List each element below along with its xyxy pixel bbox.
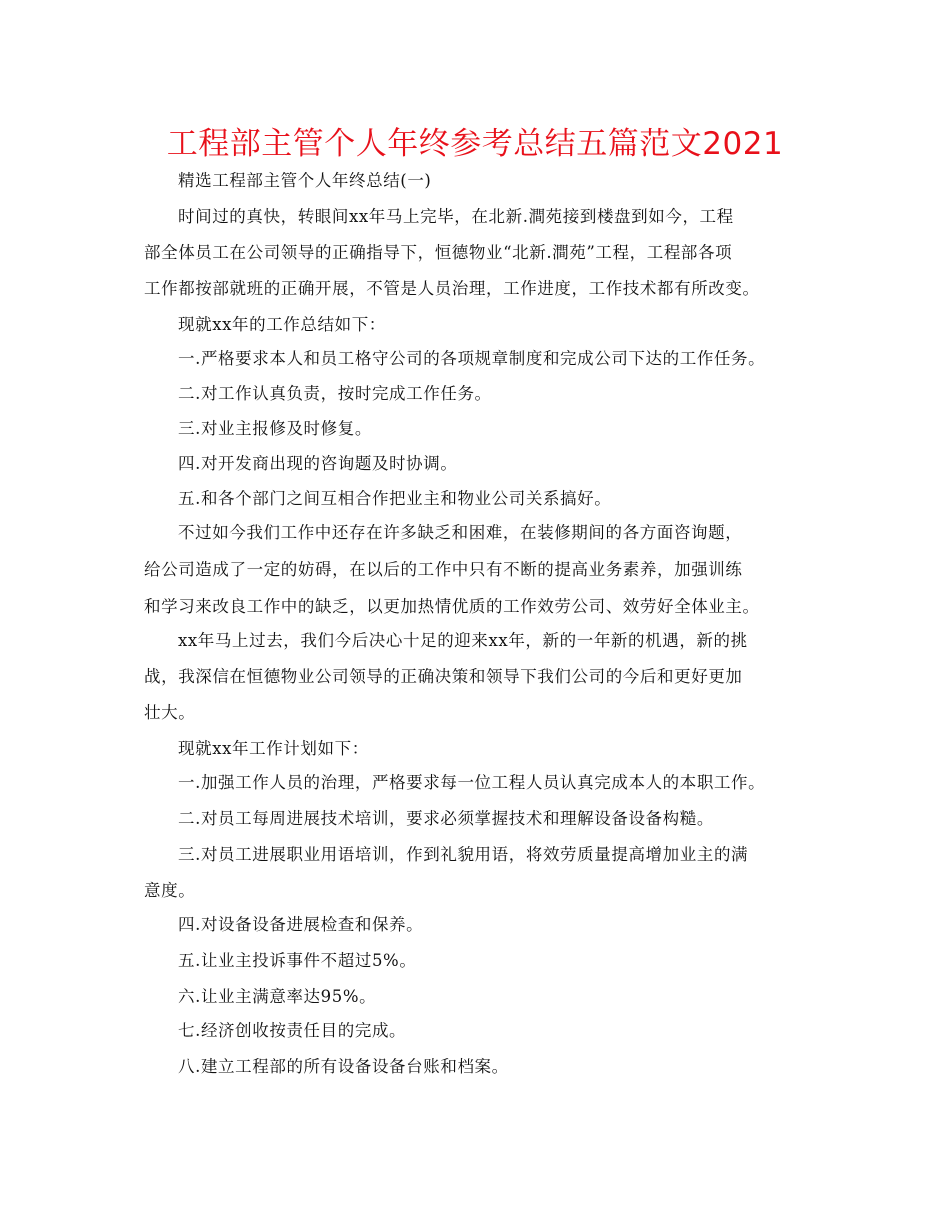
list-item: 四.对开发商出现的咨询题及时协调。 — [178, 454, 458, 473]
list-item: 五.和各个部门之间互相合作把业主和物业公司关系搞好。 — [178, 489, 612, 508]
paragraph-line: 给公司造成了一定的妨碍，在以后的工作中只有不断的提高业务素养，加强训练 — [144, 560, 743, 579]
document-title: 工程部主管个人年终参考总结五篇范文2021 — [166, 126, 784, 162]
paragraph-line: 时间过的真快，转眼间xx年马上完毕，在北新.澗苑接到楼盘到如今，工程 — [178, 207, 734, 226]
list-item: 一.加强工作人员的治理，严格要求每一位工程人员认真完成本人的本职工作。 — [178, 773, 766, 792]
paragraph-line: 壮大。 — [144, 703, 196, 722]
paragraph-line: 不过如今我们工作中还存在许多缺乏和困难，在装修期间的各方面咨询题， — [178, 523, 743, 542]
list-item: 八.建立工程部的所有设备设备台账和档案。 — [178, 1057, 509, 1076]
list-item: 五.让业主投诉事件不超过5%。 — [178, 951, 417, 970]
paragraph-line: 现就xx年工作计划如下： — [178, 739, 369, 758]
paragraph-line: 现就xx年的工作总结如下： — [178, 315, 386, 334]
list-item: 四.对设备设备进展检查和保养。 — [178, 915, 424, 934]
list-item-continuation: 意度。 — [144, 881, 196, 900]
paragraph-line: xx年马上过去，我们今后决心十足的迎来xx年，新的一年新的机遇，新的挑 — [178, 631, 748, 650]
section-heading: 精选工程部主管个人年终总结(一) — [178, 171, 432, 190]
paragraph-line: 工作都按部就班的正确开展，不管是人员治理，工作进度，工作技术都有所改变。 — [144, 279, 760, 298]
list-item: 一.严格要求本人和员工格守公司的各项规章制度和完成公司下达的工作任务。 — [178, 349, 766, 368]
paragraph-line: 战，我深信在恒德物业公司领导的正确决策和领导下我们公司的今后和更好更加 — [144, 667, 743, 686]
list-item: 三.对业主报修及时修复。 — [178, 419, 372, 438]
list-item: 二.对工作认真负责，按时完成工作任务。 — [178, 384, 492, 403]
list-item: 二.对员工每周进展技术培训，要求必须掌握技术和理解设备设备构糙。 — [178, 809, 714, 828]
paragraph-line: 部全体员工在公司领导的正确指导下，恒德物业“北新.澗苑”工程，工程部各项 — [144, 243, 733, 262]
list-item: 七.经济创收按责任目的完成。 — [178, 1021, 407, 1040]
paragraph-line: 和学习来改良工作中的缺乏，以更加热情优质的工作效劳公司、效劳好全体业主。 — [144, 597, 760, 616]
list-item: 六.让业主满意率达95%。 — [178, 987, 377, 1006]
list-item: 三.对员工进展职业用语培训，作到礼貌用语，将效劳质量提高增加业主的满 — [178, 845, 749, 864]
